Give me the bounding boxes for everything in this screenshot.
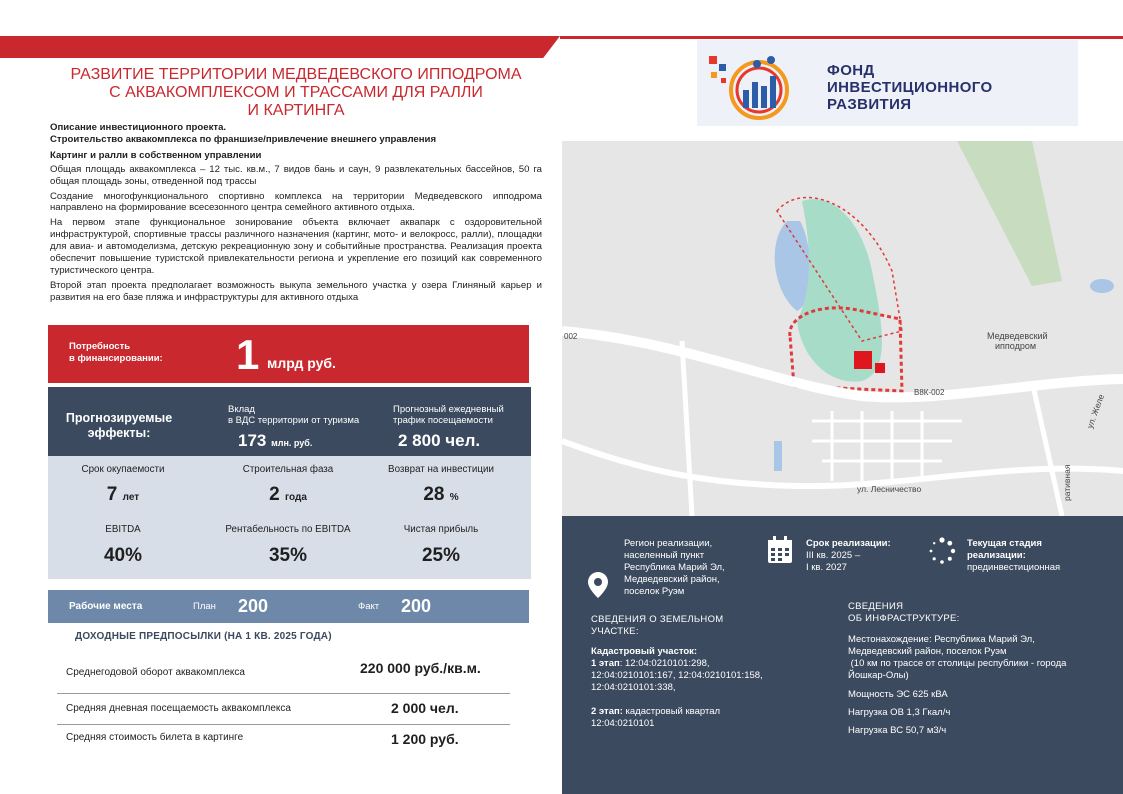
metric-net-profit-value: 25% [421, 545, 461, 566]
vds-value: 173 [238, 431, 267, 450]
page-title [52, 66, 540, 120]
logo-line-1: ФОНД [827, 62, 875, 79]
location-line-4: Йошкар-Олы) [848, 670, 909, 681]
stage-title-line-1: Текущая стадия [967, 538, 1042, 549]
map-road-label: В8К-002 [914, 388, 945, 397]
title-line-3: И КАРТИНГА [247, 102, 345, 119]
effects-header [48, 387, 531, 456]
financing-value: 1 [236, 331, 260, 378]
desc-paragraph-1: Общая площадь аквакомплекса – 12 тыс. кв.м., 7 видов бань и саун, 9 развлекательных бассейнов, 50 га общая площадь зоны, отведенной под трассы [50, 163, 542, 187]
stage2-line-1: кадастровый квартал [622, 706, 721, 717]
logo-line-3: РАЗВИТИЯ [827, 96, 912, 113]
income-row [57, 697, 510, 723]
metric-construction-value [213, 484, 363, 506]
income-divider [57, 693, 510, 694]
map-street-lesnichestvo: ул. Лесничество [857, 484, 922, 494]
term-block [806, 538, 891, 574]
title-line-2: С АКВАКОМПЛЕКСОМ И ТРАССАМИ ДЛЯ РАЛЛИ [109, 84, 483, 101]
income-row-value: 1 200 руб. [391, 731, 459, 747]
location-line-1: Местонахождение: Республика Марий Эл, [848, 634, 1035, 645]
metric-roi-value [366, 484, 516, 506]
traffic-label [393, 404, 504, 426]
infra-water: Нагрузка ВС 50,7 м3/ч [848, 725, 947, 736]
financing-unit: млрд руб. [267, 355, 336, 371]
location-pin-icon [588, 572, 608, 598]
top-red-bar [0, 36, 560, 58]
fund-logo [697, 40, 1078, 126]
metric-payback-label: Срок окупаемости [81, 464, 165, 475]
infra-title [848, 601, 960, 625]
vds-label [228, 404, 359, 426]
term-line-1: III кв. 2025 – [806, 550, 861, 561]
map-building-marker [875, 363, 885, 373]
jobs-fact-value: 200 [401, 596, 432, 616]
map-pond-east-icon [1090, 279, 1114, 293]
map-pond-icon [774, 441, 782, 471]
desc-heading-1: Описание инвестиционного проекта. [50, 122, 227, 133]
income-row-label: Средняя стоимость билета в картинге [66, 732, 244, 743]
region-line-5: поселок Руэм [624, 586, 685, 597]
stage1-line-3: 12:04:0210101:338, [591, 682, 676, 693]
calendar-icon [767, 536, 793, 564]
income-row-label: Средняя дневная посещаемость аквакомплекса [66, 703, 291, 714]
map-label-hippodrome-1: Медведевский [987, 331, 1048, 341]
desc-paragraph-4: Второй этап проекта предполагает возможность выкупа земельного участка у озера Глиняный карьер и развития на его базе пляжа и инфраструктуры для активного отдыха [50, 279, 542, 303]
infra-block [848, 634, 1110, 737]
map-street-zhel: ул. Желе [1084, 392, 1107, 430]
infra-power: Мощность ЭС 625 кВА [848, 689, 948, 700]
effects-title-line-1: Прогнозируемые [65, 411, 173, 425]
income-title: ДОХОДНЫЕ ПРЕДПОСЫЛКИ (НА 1 КВ. 2025 ГОДА) [75, 631, 332, 642]
stage-value: прединвестиционная [967, 562, 1061, 573]
desc-heading-2: Строительство аквакомплекса по франшизе/привлечение внешнего управления [50, 133, 437, 145]
vds-label-line-2: в ВДС территории от туризма [228, 415, 360, 426]
metric-net-profit-label: Чистая прибыль [403, 524, 479, 535]
metric-ebitda-margin-value: 35% [268, 545, 308, 566]
land-title [591, 614, 723, 638]
stage-block [967, 538, 1060, 574]
stage-title-line-2: реализации: [967, 550, 1026, 561]
metric-roi-label: Возврат на инвестиции [388, 464, 494, 475]
metric-ebitda-margin-label: Рентабельность по EBITDA [225, 524, 351, 535]
metric-construction-unit: года [284, 492, 307, 503]
stage1-label: 1 этап [591, 658, 620, 669]
metric-payback-value [48, 484, 198, 506]
map-road-label-left: 002 [564, 332, 578, 341]
stage2-line-2: 12:04:0210101 [591, 718, 655, 729]
metric-ebitda-label: EBITDA [105, 524, 141, 535]
traffic-label-line-2: трафик посещаемости [393, 415, 493, 426]
title-line-1: РАЗВИТИЕ ТЕРРИТОРИИ МЕДВЕДЕВСКОГО ИППОДРОМА [70, 66, 522, 83]
stage1-line-1: : 12:04:0210101:298, [619, 658, 710, 669]
location-line-3: (10 км по трассе от столицы республики - города [848, 658, 1067, 669]
land-title-line-2: УЧАСТКЕ: [591, 626, 639, 637]
metric-construction-number: 2 [269, 484, 280, 505]
desc-heading-3: Картинг и ралли в собственном управлении [50, 149, 262, 161]
income-row-label: Среднегодовой оборот аквакомплекса [66, 667, 245, 678]
fund-logo-icon [707, 50, 807, 120]
map-street-rativnaya: ративная [1062, 464, 1072, 501]
metric-construction-label: Строительная фаза [242, 464, 334, 475]
region-block [624, 538, 725, 598]
traffic-value: 2 800 чел. [398, 431, 481, 450]
income-row [57, 728, 510, 754]
region-line-1: Регион реализации, [624, 538, 713, 549]
effects-metrics [48, 456, 531, 579]
term-title: Срок реализации: [806, 538, 891, 549]
vds-unit: млн. руб. [271, 438, 313, 448]
infra-title-line-1: СВЕДЕНИЯ [848, 601, 904, 612]
financing-label-line-2: в финансировании: [69, 353, 163, 364]
jobs-bar [48, 590, 529, 623]
loading-stage-icon [928, 537, 956, 565]
metric-ebitda-value: 40% [103, 545, 143, 566]
cadastral-block [591, 646, 763, 730]
location-map [562, 141, 1123, 516]
vds-label-line-1: Вклад [228, 404, 255, 415]
location-line-2: Медведевский район, поселок Руэм [848, 646, 1007, 657]
map-label-hippodrome-2: ипподром [995, 341, 1037, 351]
metric-payback-number: 7 [106, 484, 118, 505]
desc-paragraph-3: На первом этапе функциональное зонирование объекта включает аквапарк с оздоровительной инфраструктурой, спортивные трассы различного назначения (картинг, мото- и велокросс, ралли), площадки для авиа- и автомоделизма, детскую рекреационную зону и событийные пространства. Реализация проекта обеспечит повышение туристской привлекательности региона и укрепление его позиций как современного туристического центра. [50, 217, 542, 276]
metric-roi-unit: % [449, 492, 459, 503]
income-row-value: 220 000 руб./кв.м. [360, 660, 481, 676]
land-title-line-1: СВЕДЕНИЯ О ЗЕМЕЛЬНОМ [591, 614, 724, 625]
income-row [57, 656, 510, 692]
region-line-2: населенный пункт [624, 550, 705, 561]
infra-heat: Нагрузка ОВ 1,3 Гкал/ч [848, 707, 951, 718]
income-divider [57, 724, 510, 725]
traffic-label-line-1: Прогнозный ежедневный [393, 404, 504, 415]
financing-label-line-1: Потребность [69, 341, 131, 352]
metric-roi-number: 28 [423, 484, 445, 505]
map-drawing [562, 141, 1123, 516]
jobs-plan-label: План [193, 601, 216, 612]
jobs-fact-label: Факт [358, 601, 380, 612]
metric-payback-unit: лет [122, 492, 140, 503]
effects-title [58, 411, 180, 441]
stage2-label: 2 этап: [591, 706, 623, 717]
vds-value-group [238, 431, 312, 451]
desc-paragraph-2: Создание многофункционального спортивно комплекса на территории Медведевского ипподрома направлено на формирование всесезонного центра семейного активного отдыха. [50, 190, 542, 214]
project-description [50, 122, 542, 307]
logo-line-2: ИНВЕСТИЦИОННОГО [827, 79, 993, 96]
jobs-plan-value: 200 [238, 596, 269, 616]
region-line-4: Медведевский район, [624, 574, 720, 585]
map-aquacomplex-marker [854, 351, 872, 369]
stage1-line-2: 12:04:0210101:167, 12:04:0210101:158, [591, 670, 763, 681]
top-red-line [560, 36, 1123, 39]
info-panel [562, 516, 1123, 794]
cadastral-title: Кадастровый участок: [591, 646, 698, 657]
financing-need-box [48, 325, 529, 383]
financing-label [69, 341, 163, 365]
fund-logo-text [827, 62, 993, 113]
region-line-3: Республика Марий Эл, [624, 562, 725, 573]
effects-title-line-2: эффекты: [87, 426, 151, 440]
term-line-2: I кв. 2027 [806, 562, 847, 573]
infra-title-line-2: ОБ ИНФРАСТРУКТУРЕ: [848, 613, 960, 624]
jobs-label: Рабочие места [69, 601, 143, 612]
income-row-value: 2 000 чел. [391, 700, 459, 716]
